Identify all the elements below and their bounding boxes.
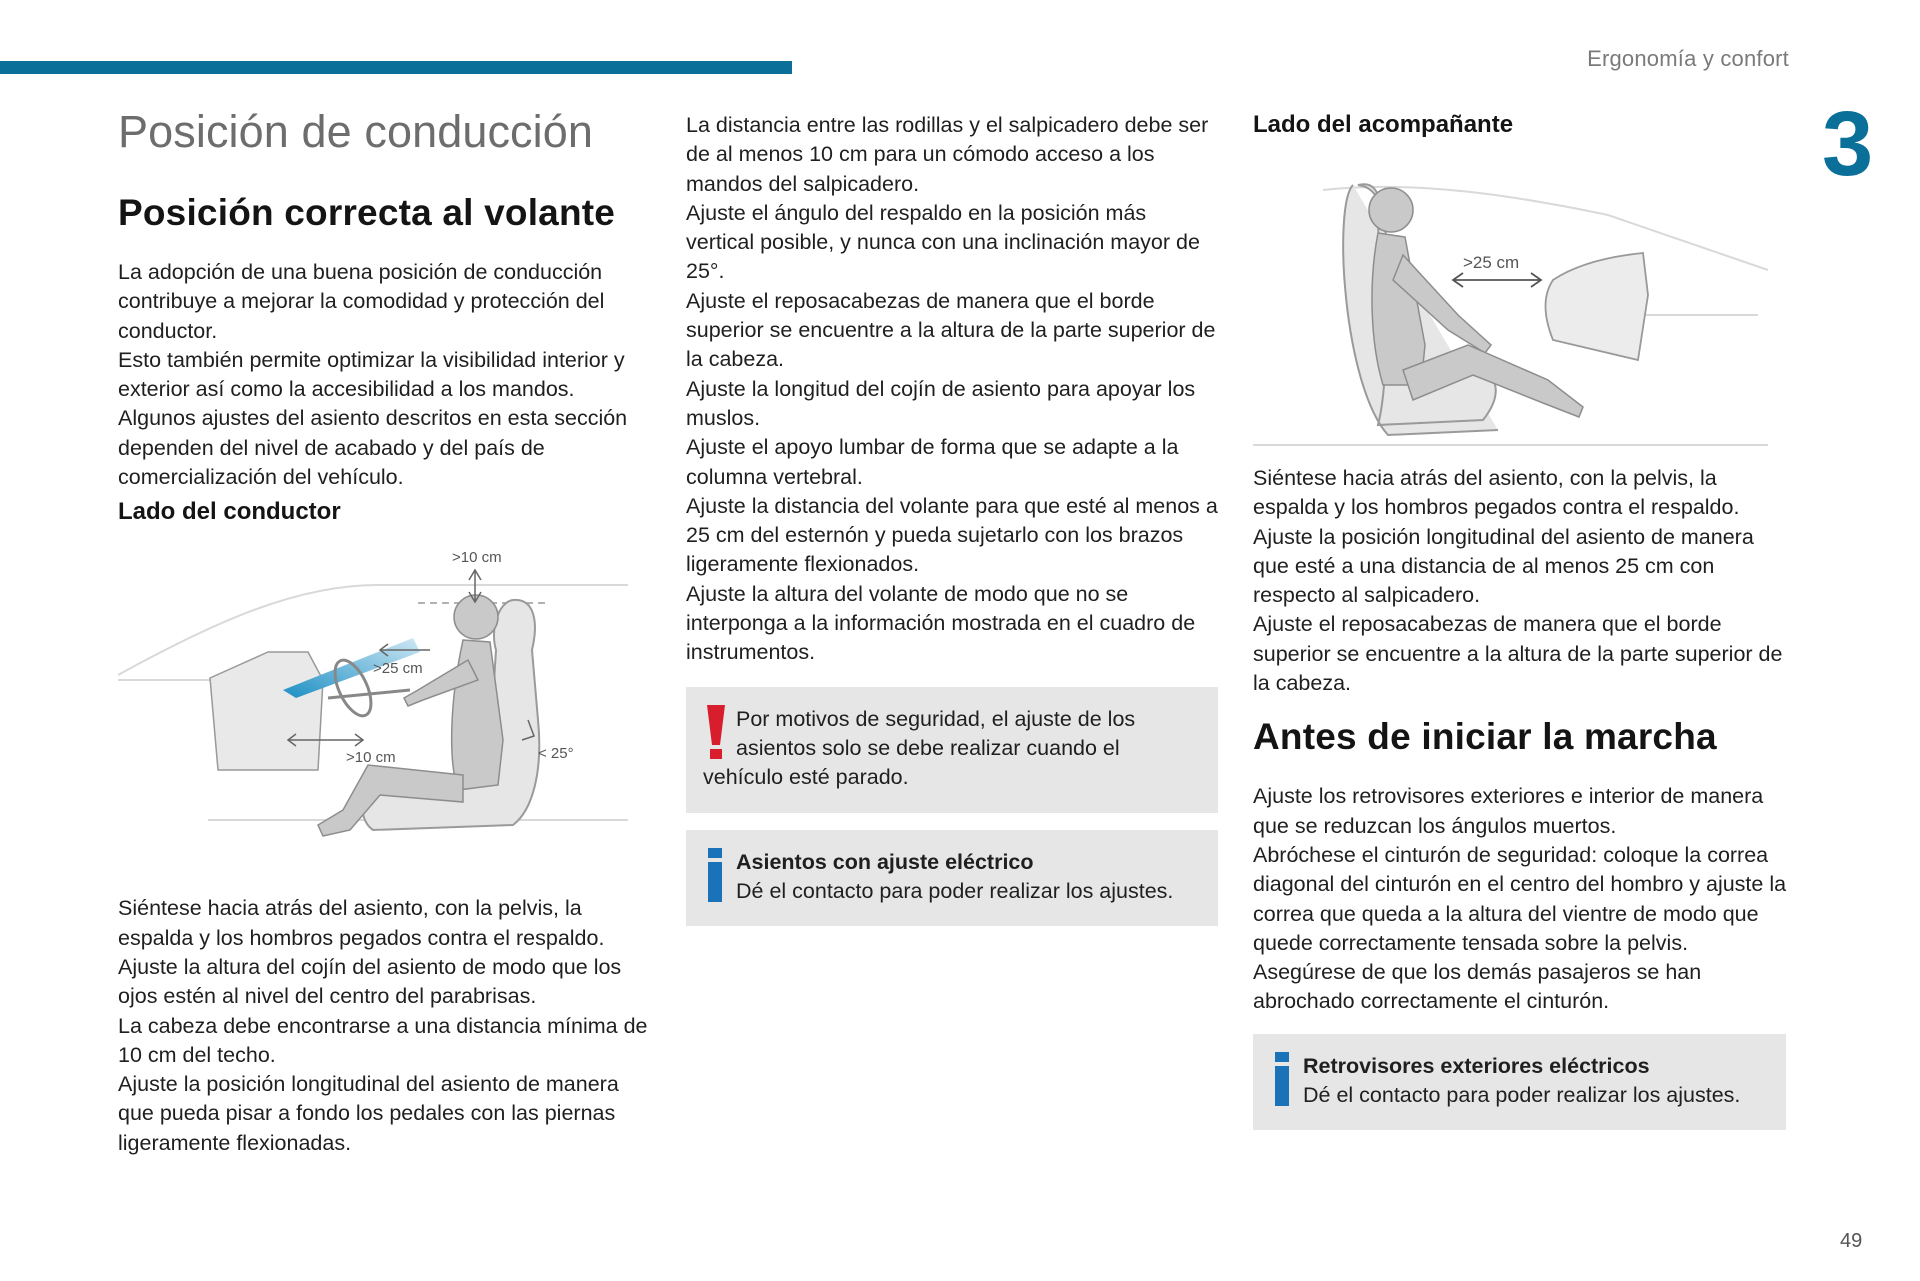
chapter-number: 3 (1822, 93, 1874, 195)
label-dash-distance: >25 cm (1463, 253, 1520, 272)
subheading-driver-side: Lado del conductor (118, 498, 341, 526)
info-box-electric-seats (686, 830, 1218, 927)
paragraph: Ajuste la posición longitudinal del asiento de manera que esté a una distancia de al menos 25 cm con respecto al salpicadero. (1253, 524, 1754, 608)
paragraph: Ajuste el reposacabezas de manera que el borde superior se encuentre a la altura de la parte superior de la cabeza. (686, 288, 1216, 372)
label-seat-angle: < 25° (538, 745, 574, 763)
paragraph: Ajuste la distancia del volante para que esté al menos a 25 cm del esternón y pueda sujetarlo con los brazos ligeramente flexionados. (686, 493, 1218, 577)
column-3 (1253, 111, 1788, 1130)
info-box-electric-mirrors (1253, 1034, 1786, 1131)
paragraph: Esto también permite optimizar la visibilidad interior y exterior así como la accesibilidad a los mandos. (118, 347, 625, 402)
paragraph: Ajuste la posición longitudinal del asiento de manera que pueda pisar a fondo los pedales con las piernas ligeramente flexionadas. (118, 1072, 619, 1155)
warning-text: Por motivos de seguridad, el ajuste de los asientos solo se debe realizar cuando el vehículo esté parado. (703, 706, 1136, 790)
passenger-position-illustration (1253, 145, 1773, 450)
paragraph: Siéntese hacia atrás del asiento, con la pelvis, la espalda y los hombros pegados contra el respaldo. (1253, 466, 1740, 520)
paragraph: Ajuste la longitud del cojín de asiento para apoyar los muslos. (686, 376, 1196, 430)
warning-exclamation-icon (703, 705, 736, 761)
info-title: Asientos con ajuste eléctrico (736, 849, 1034, 874)
label-roof-distance: >10 cm (452, 549, 502, 567)
paragraph: Ajuste el reposacabezas de manera que el borde superior se encuentre a la altura de la parte superior de la cabeza. (1253, 612, 1783, 696)
header-accent-bar (0, 61, 792, 74)
heading-before-driving: Antes de iniciar la marcha (1253, 716, 1717, 758)
label-knee-distance: >10 cm (346, 749, 396, 767)
section-title: Posición de conducción (118, 106, 594, 157)
paragraph: Abróchese el cinturón de seguridad: coloque la correa diagonal del cinturón en el centro del hombro y ajuste la correa que queda a la altura del vientre de modo que quede correctamente tensada sobre la pelvis. (1253, 842, 1787, 955)
paragraph: Ajuste los retrovisores exteriores e interior de manera que se reduzcan los ángulos muertos. (1253, 784, 1764, 838)
info-text: Dé el contacto para poder realizar los ajustes. (736, 878, 1174, 903)
info-icon (1270, 1052, 1303, 1108)
label-wheel-distance: >25 cm (373, 660, 423, 678)
info-text: Dé el contacto para poder realizar los ajustes. (1303, 1083, 1741, 1108)
info-icon (703, 848, 736, 904)
subheading-passenger-side: Lado del acompañante (1253, 111, 1514, 138)
paragraph: Algunos ajustes del asiento descritos en esta sección dependen del nivel de acabado y del país de comercialización del vehículo. (118, 406, 628, 490)
heading-correct-position: Posición correcta al volante (118, 192, 616, 233)
safety-warning-box (686, 687, 1218, 813)
page-number: 49 (1840, 1230, 1863, 1252)
paragraph: La distancia entre las rodillas y el salpicadero debe ser de al menos 10 cm para un cómodo acceso a los mandos del salpicadero. (686, 113, 1209, 196)
paragraph: Siéntese hacia atrás del asiento, con la pelvis, la espalda y los hombros pegados contra el respaldo. (118, 896, 605, 950)
column-2 (686, 111, 1218, 926)
paragraph: Ajuste el ángulo del respaldo en la posición más vertical posible, y nunca con una inclinación mayor de 25°. (686, 200, 1200, 284)
column-1 (118, 106, 653, 1158)
paragraph: Ajuste la altura del volante de modo que no se interponga a la información mostrada en el cuadro de instrumentos. (686, 581, 1196, 665)
paragraph: Ajuste la altura del cojín del asiento de modo que los ojos estén al nivel del centro del parabrisas. (118, 954, 622, 1009)
paragraph: La adopción de una buena posición de conducción contribuye a mejorar la comodidad y protección del conductor. (118, 260, 605, 343)
paragraph: Ajuste el apoyo lumbar de forma que se adapte a la columna vertebral. (686, 435, 1179, 489)
paragraph: La cabeza debe encontrarse a una distancia mínima de 10 cm del techo. (118, 1013, 648, 1067)
info-title: Retrovisores exteriores eléctricos (1303, 1053, 1650, 1078)
paragraph: Asegúrese de que los demás pasajeros se han abrochado correctamente el cinturón. (1253, 960, 1702, 1014)
dashboard-icon (1546, 253, 1649, 360)
chapter-title: Ergonomía y confort (1587, 46, 1789, 71)
driver-position-illustration (118, 540, 638, 870)
dashboard-icon (210, 652, 323, 770)
